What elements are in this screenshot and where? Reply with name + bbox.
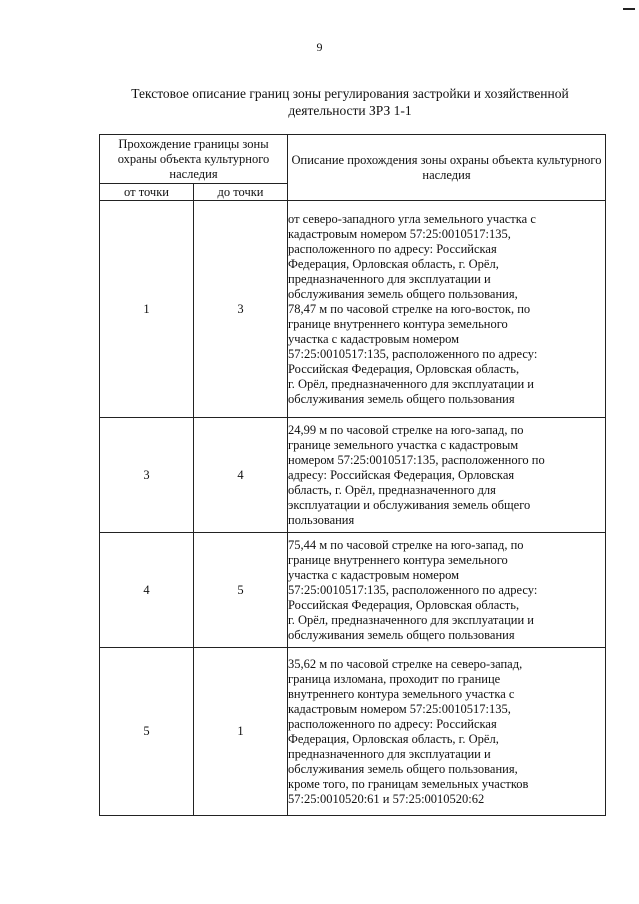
from-point-cell: 4 [100,533,194,648]
title-line-2: деятельности ЗРЗ 1-1 [288,103,412,118]
table-row [100,533,606,648]
description-cell: 35,62 м по часовой стрелке на северо-запад, граница изломана, проходит по границе внутреннего контура земельного участка с кадастровым номером 57:25:0010517:135, расположенного по адресу: Российская Федерация, Орловская область, г. Орёл, предназначенного для эксплуатации и обслуживания земель общего пользования, кроме того, по границам земельных участков 57:25:0010520:61 и 57:25:0010520:62 [288,648,606,816]
header-description: Описание прохождения зоны охраны объекта культурного наследия [288,135,606,201]
header-from-point: от точки [100,184,194,201]
boundary-table [99,134,606,816]
corner-mark [623,8,635,10]
description-cell: 24,99 м по часовой стрелке на юго-запад, по границе земельного участка с кадастровым номером 57:25:0010517:135, расположенного по адресу: Российская Федерация, Орловская область, г. Орёл, предназначенного для эксплуатации и обслуживания земель общего пользования [288,418,606,533]
description-cell: от северо-западного угла земельного участка с кадастровым номером 57:25:0010517:135, расположенного по адресу: Российская Федерация, Орловская область, г. Орёл, предназначенного для эксплуатации и обслуживания земель общего пользования, 78,47 м по часовой стрелке на юго-восток, по границе внутреннего контура земельного участка с кадастровым номером 57:25:0010517:135, расположенного по адресу: Российская Федерация, Орловская область, г. Орёл, предназначенного для эксплуатации и обслуживания земель общего пользования [288,201,606,418]
header-passage: Прохождение границы зоны охраны объекта культурного наследия [100,135,288,184]
document-title [80,85,620,119]
to-point-cell: 4 [194,418,288,533]
table-row [100,648,606,816]
from-point-cell: 3 [100,418,194,533]
description-cell: 75,44 м по часовой стрелке на юго-запад, по границе внутреннего контура земельного участка с кадастровым номером 57:25:0010517:135, расположенного по адресу: Российская Федерация, Орловская область, г. Орёл, предназначенного для эксплуатации и обслуживания земель общего пользования [288,533,606,648]
from-point-cell: 1 [100,201,194,418]
table-row [100,418,606,533]
table-row [100,201,606,418]
to-point-cell: 3 [194,201,288,418]
title-line-1: Текстовое описание границ зоны регулирования застройки и хозяйственной [131,86,569,101]
to-point-cell: 1 [194,648,288,816]
to-point-cell: 5 [194,533,288,648]
page-number: 9 [316,40,323,54]
header-to-point: до точки [194,184,288,201]
from-point-cell: 5 [100,648,194,816]
